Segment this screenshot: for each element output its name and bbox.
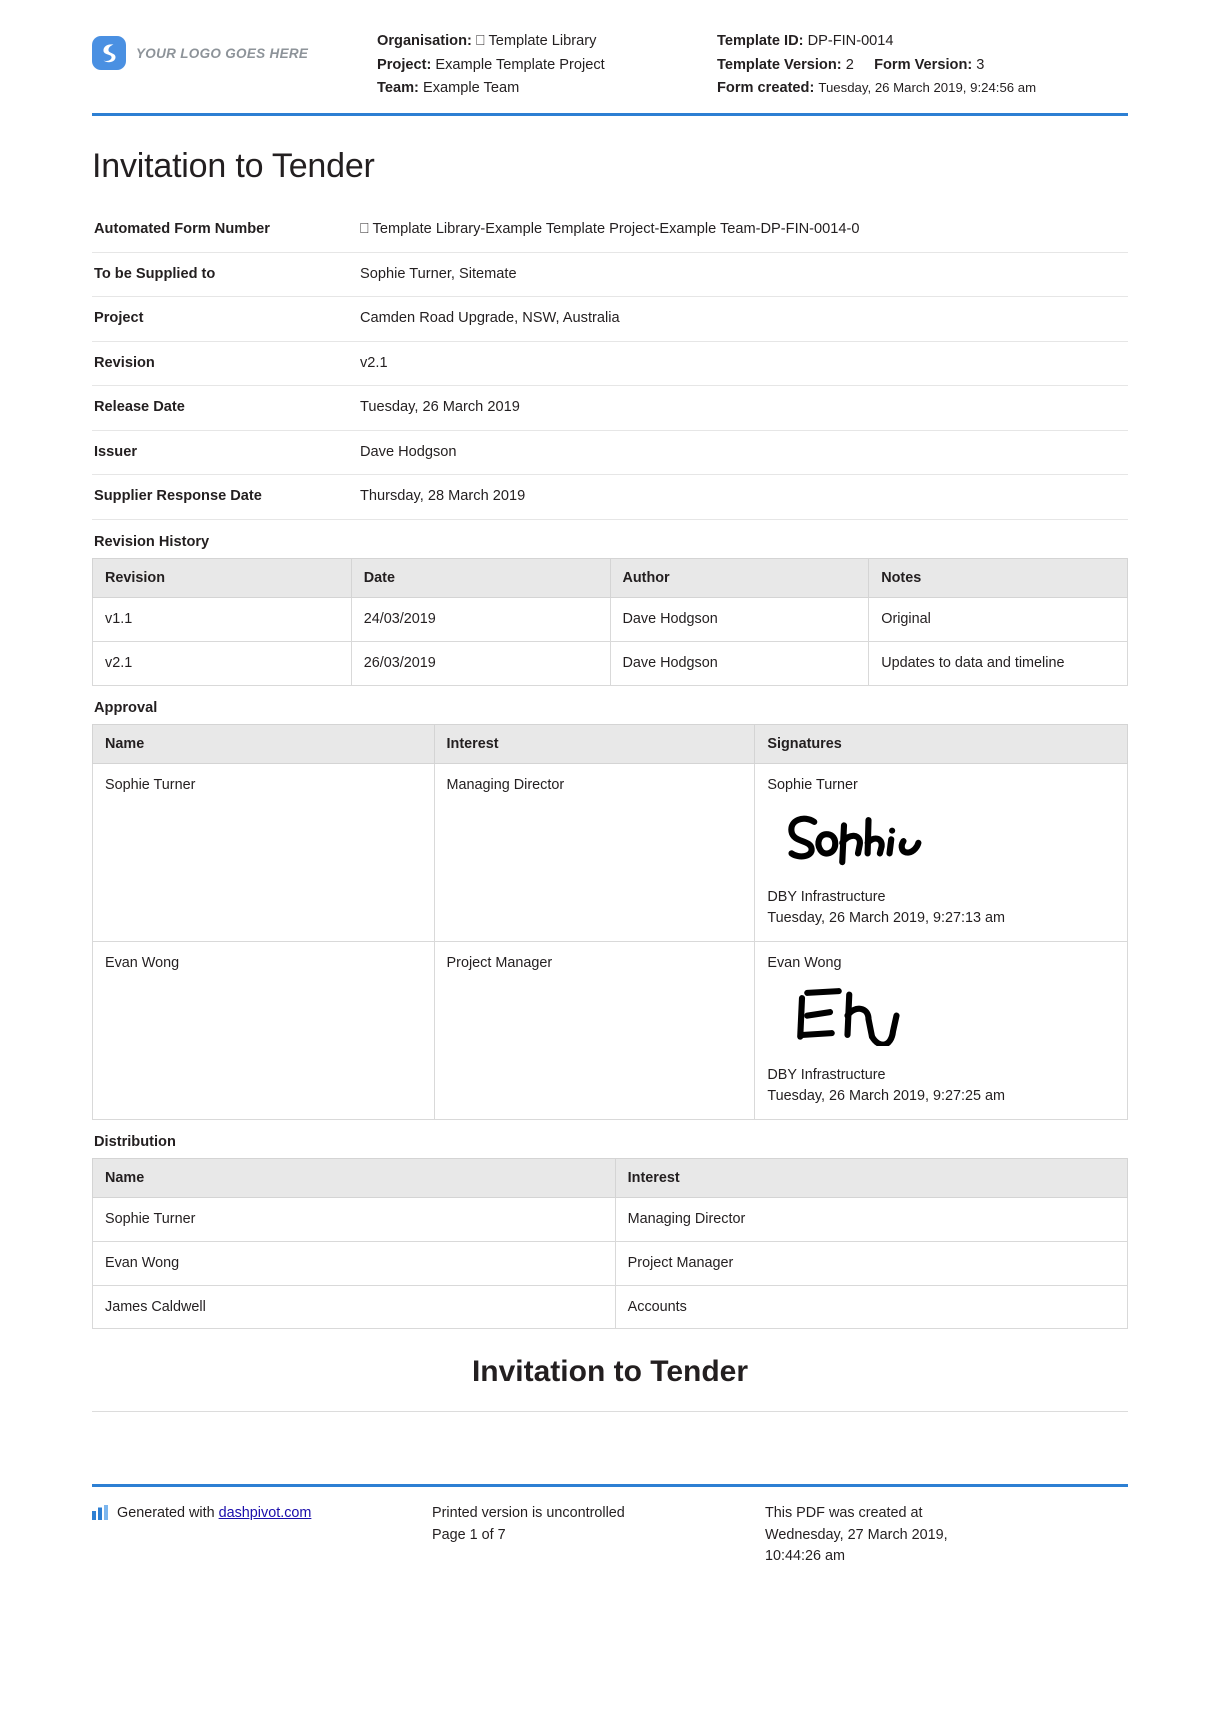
revision-history-table xyxy=(92,558,1128,686)
column-header: Interest xyxy=(615,1158,1127,1197)
table-cell: v2.1 xyxy=(93,641,352,685)
info-row-label: Supplier Response Date xyxy=(94,488,262,505)
approval-label: Approval xyxy=(94,699,158,716)
column-header: Notes xyxy=(869,559,1128,598)
footer-created-date: Wednesday, 27 March 2019, xyxy=(765,1526,948,1543)
approval-head xyxy=(93,724,1128,763)
header-template-version-value: 2 xyxy=(845,56,854,73)
table-header-row xyxy=(93,559,1128,598)
header-template-id-line xyxy=(717,30,1128,54)
header-project-label: Project: xyxy=(377,56,432,73)
signature-signer-name: Sophie Turner xyxy=(767,776,858,793)
header-form-created-value: Tuesday, 26 March 2019, 9:24:56 am xyxy=(818,80,1037,96)
table-cell: Updates to data and timeline xyxy=(869,641,1128,685)
section-heading-invitation-to-tender: Invitation to Tender xyxy=(471,1355,749,1389)
column-header: Signatures xyxy=(755,724,1128,763)
approval-interest-cell: Managing Director xyxy=(434,763,755,941)
table-cell: Accounts xyxy=(615,1285,1127,1329)
header-versions-line xyxy=(717,54,1128,78)
header-form-created-label: Form created: xyxy=(717,80,815,97)
info-row xyxy=(92,341,1128,386)
info-row-label: Release Date xyxy=(94,399,185,416)
table-cell: 26/03/2019 xyxy=(351,641,610,685)
revision-history-label: Revision History xyxy=(94,534,210,551)
column-header: Interest xyxy=(434,724,755,763)
table-cell: Sophie Turner xyxy=(93,1197,616,1241)
info-row xyxy=(92,297,1128,342)
signature-evan xyxy=(767,976,1115,1065)
table-header-row xyxy=(93,724,1128,763)
signature-block xyxy=(767,953,1115,1108)
approval-table xyxy=(92,724,1128,1120)
info-row xyxy=(92,252,1128,297)
page-title: Invitation to Tender xyxy=(92,146,375,185)
table-cell: Dave Hodgson xyxy=(610,598,869,642)
header-template-id-value: DP-FIN-0014 xyxy=(807,33,894,49)
distribution-label: Distribution xyxy=(94,1133,176,1150)
info-row-label: Revision xyxy=(94,354,155,371)
table-row xyxy=(93,598,1128,642)
header-organisation-label: Organisation: xyxy=(377,33,472,49)
table-cell: Evan Wong xyxy=(93,1241,616,1285)
approval-interest-cell: Project Manager xyxy=(434,941,755,1119)
document-header xyxy=(92,0,1128,113)
footer-generated-prefix: Generated with xyxy=(117,1505,219,1522)
header-organisation-value: ⎕ Template Library xyxy=(475,33,597,49)
footer-printed-notice: Printed version is uncontrolled xyxy=(432,1505,625,1522)
info-row xyxy=(92,430,1128,475)
info-row-value: ⎕ Template Library-Example Template Project-Example Team-DP-FIN-0014-0 xyxy=(360,220,860,237)
table-cell: Project Manager xyxy=(615,1241,1127,1285)
logo-text: YOUR LOGO GOES HERE xyxy=(136,45,309,61)
dashpivot-link[interactable]: dashpivot.com xyxy=(218,1505,312,1522)
header-form-created-line xyxy=(717,77,1128,101)
header-template-version-label: Template Version: xyxy=(717,56,842,73)
header-template-id-label: Template ID: xyxy=(717,33,804,49)
table-row xyxy=(93,763,1128,941)
table-row xyxy=(93,641,1128,685)
column-header: Date xyxy=(351,559,610,598)
info-row xyxy=(92,475,1128,520)
document-footer xyxy=(92,1484,1128,1568)
distribution-table xyxy=(92,1158,1128,1330)
distribution-head xyxy=(93,1158,1128,1197)
approval-signature-cell xyxy=(755,941,1128,1119)
info-row-value: Dave Hodgson xyxy=(360,443,457,460)
header-meta-right xyxy=(717,30,1128,101)
table-row xyxy=(93,1197,1128,1241)
footer-generated-text xyxy=(117,1503,311,1525)
table-cell: James Caldwell xyxy=(93,1285,616,1329)
footer-page-number: Page 1 of 7 xyxy=(432,1526,506,1543)
header-team-line xyxy=(377,77,717,101)
footer-print-block xyxy=(432,1503,765,1568)
form-info-table xyxy=(92,208,1128,520)
footer-created-time: 10:44:26 am xyxy=(765,1548,846,1565)
approval-name-cell: Sophie Turner xyxy=(93,763,435,941)
header-meta-left xyxy=(377,30,717,101)
header-form-version-label: Form Version: xyxy=(874,56,973,73)
table-row xyxy=(93,1241,1128,1285)
info-row-label: Automated Form Number xyxy=(94,220,270,237)
info-row-label: Issuer xyxy=(94,443,137,460)
info-row-value: Sophie Turner, Sitemate xyxy=(360,265,517,282)
bar-chart-icon xyxy=(92,1505,109,1528)
column-header: Name xyxy=(93,724,435,763)
header-project-line xyxy=(377,54,717,78)
signature-block xyxy=(767,775,1115,930)
header-organisation-line xyxy=(377,30,717,54)
header-divider xyxy=(92,113,1128,116)
info-row-value: Thursday, 28 March 2019 xyxy=(360,488,526,505)
footer-created-label: This PDF was created at xyxy=(765,1505,923,1522)
info-row xyxy=(92,208,1128,252)
footer-columns xyxy=(92,1487,1128,1568)
info-row-label: Project xyxy=(94,310,144,327)
revision-history-head xyxy=(93,559,1128,598)
distribution-body xyxy=(93,1197,1128,1329)
table-cell: Dave Hodgson xyxy=(610,641,869,685)
signature-company: DBY Infrastructure xyxy=(767,888,886,905)
signature-signer-name: Evan Wong xyxy=(767,954,842,971)
header-project-value: Example Template Project xyxy=(435,56,605,73)
signature-timestamp: Tuesday, 26 March 2019, 9:27:13 am xyxy=(767,910,1005,927)
info-row-label: To be Supplied to xyxy=(94,265,216,282)
signature-company: DBY Infrastructure xyxy=(767,1066,886,1083)
header-team-value: Example Team xyxy=(422,80,520,97)
approval-signature-cell xyxy=(755,763,1128,941)
form-info-body xyxy=(92,208,1128,520)
column-header: Author xyxy=(610,559,869,598)
company-logo-icon xyxy=(92,36,126,70)
table-cell: Original xyxy=(869,598,1128,642)
signature-timestamp: Tuesday, 26 March 2019, 9:27:25 am xyxy=(767,1088,1005,1105)
logo-block xyxy=(92,30,377,70)
footer-created-block xyxy=(765,1503,1128,1568)
info-row-value: v2.1 xyxy=(360,354,388,371)
table-row xyxy=(93,1285,1128,1329)
table-header-row xyxy=(93,1158,1128,1197)
info-row xyxy=(92,386,1128,431)
header-form-version-value: 3 xyxy=(976,56,985,73)
info-row-value: Tuesday, 26 March 2019 xyxy=(360,399,520,416)
approval-name-cell: Evan Wong xyxy=(93,941,435,1119)
approval-body xyxy=(93,763,1128,1119)
table-cell: Managing Director xyxy=(615,1197,1127,1241)
table-cell: 24/03/2019 xyxy=(351,598,610,642)
table-cell: v1.1 xyxy=(93,598,352,642)
header-team-label: Team: xyxy=(377,80,419,97)
revision-history-body xyxy=(93,598,1128,686)
info-row-value: Camden Road Upgrade, NSW, Australia xyxy=(360,310,620,327)
table-row xyxy=(93,941,1128,1119)
content-divider xyxy=(92,1411,1128,1412)
signature-sophie xyxy=(767,798,1115,887)
column-header: Revision xyxy=(93,559,352,598)
footer-generated-block xyxy=(92,1503,432,1568)
column-header: Name xyxy=(93,1158,616,1197)
